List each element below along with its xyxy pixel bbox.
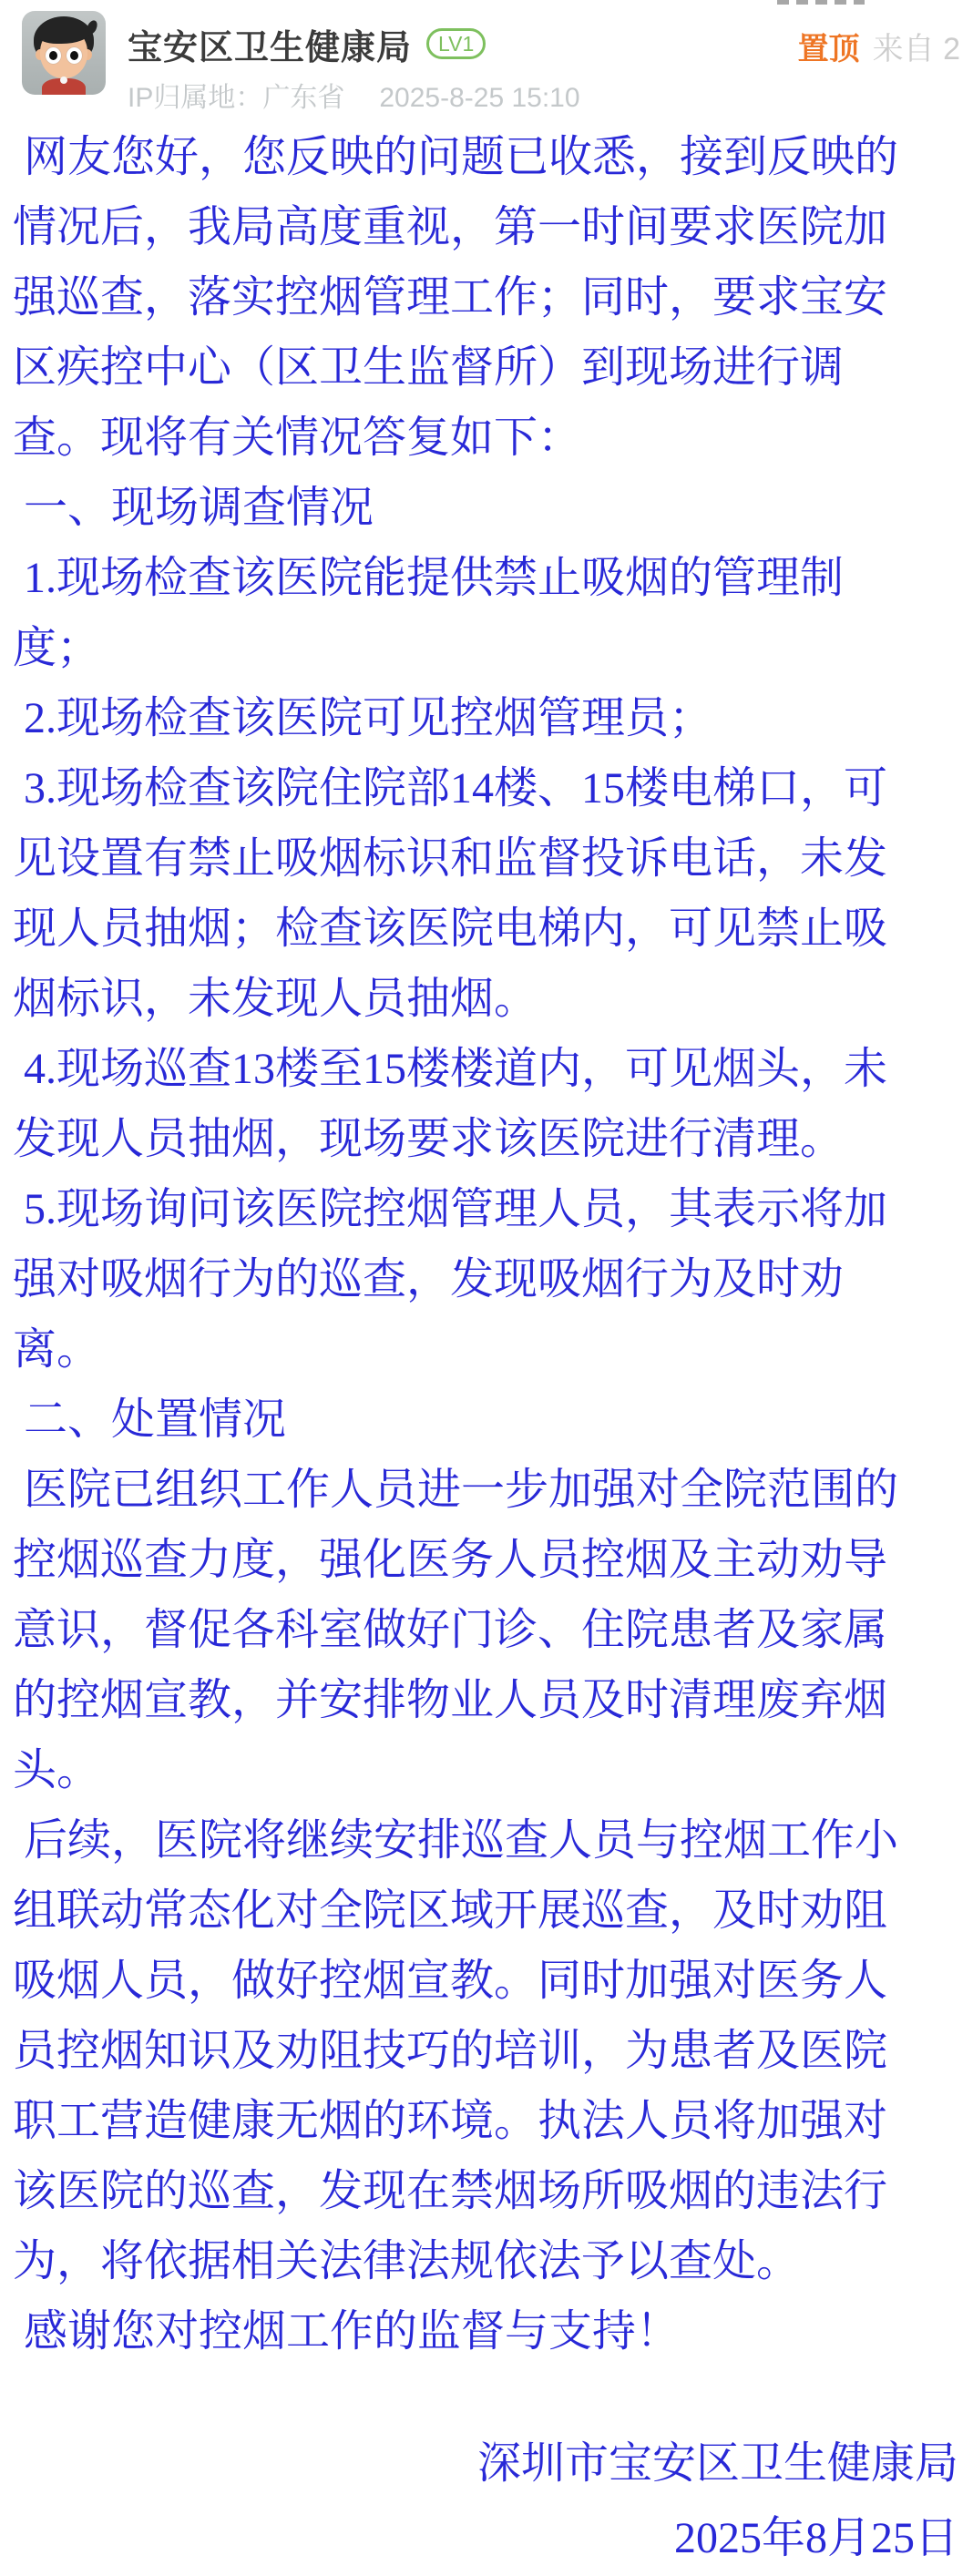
post-meta-row [128,75,580,115]
post-timestamp: 2025-8-25 15:10 [379,83,580,113]
post-text-line: 发现人员抽烟，现场要求该医院进行清理。 [13,1115,845,1163]
avatar-eye [46,47,61,64]
post-text-line: 查。现将有关情况答复如下： [13,414,582,462]
post-text-line: 情况后，我局高度重视，第一时间要求医院加 [13,203,888,251]
post-text-line: 职工营造健康无烟的环境。执法人员将加强对 [13,2097,888,2145]
post-text-line: 4.现场巡查13楼至15楼楼道内，可见烟头，未 [13,1045,888,1093]
header-right [798,24,960,68]
post-text-line: 见设置有禁止吸烟标识和监督投诉电话，未发 [13,834,888,883]
post-signature-block [0,2427,973,2576]
post-text-line: 一、现场调查情况 [13,484,374,532]
post-text-line: 现人员抽烟；检查该医院电梯内，可见禁止吸 [13,905,888,953]
clipped-text-fragment [777,0,865,5]
post-header [0,0,973,113]
post-text-line: 控烟巡查力度，强化医务人员控烟及主动劝导 [13,1536,888,1584]
post-text-line: 的控烟宣教，并安排物业人员及时清理废弃烟 [13,1676,888,1724]
post-text-line: 为，将依据相关法律法规依法予以查处。 [13,2237,801,2285]
avatar-eye [67,47,82,64]
post-body [0,122,973,2366]
post-text-line: 区疾控中心（区卫生监督所）到现场进行调 [13,343,845,392]
pinned-badge: 置顶 [797,32,860,66]
post-text-line: 强对吸烟行为的巡查，发现吸烟行为及时劝 [13,1255,845,1303]
post-text-line: 组联动常态化对全院区域开展巡查，及时劝阻 [13,1886,888,1935]
ip-location-label: IP归属地：广东省 [128,83,345,113]
post-text-line: 3.现场检查该院住院部14楼、15楼电梯口，可 [13,764,888,813]
post-text-line: 离。 [13,1325,101,1374]
post-text-line: 该医院的巡查，发现在禁烟场所吸烟的违法行 [13,2167,888,2215]
post-text-line: 吸烟人员，做好控烟宣教。同时加强对医务人 [13,1957,888,2005]
post-text-line: 烟标识，未发现人员抽烟。 [13,975,538,1023]
signature-org: 深圳市宝安区卫生健康局 [476,2439,958,2488]
post-text-line: 2.现场检查该医院可见控烟管理员； [13,694,713,742]
post-text-line: 强巡查，落实控烟管理工作；同时，要求宝安 [13,273,888,322]
post-text-line: 二、处置情况 [13,1395,287,1444]
post-text-line: 网友您好，您反映的问题已收悉，接到反映的 [13,133,899,181]
header-main [128,11,580,115]
avatar-collar [60,77,67,84]
post-text-line: 度； [13,624,101,672]
avatar[interactable] [22,11,106,95]
post-text-line: 后续，医院将继续安排巡查人员与控烟工作小 [13,1816,899,1865]
from-device-link[interactable]: 来自 2 [872,32,960,66]
post-text-line: 医院已组织工作人员进一步加强对全院范围的 [13,1466,899,1514]
post-text-line: 意识，督促各科室做好门诊、住院患者及家属 [13,1606,888,1654]
post-text-line: 感谢您对控烟工作的监督与支持！ [13,2307,681,2356]
post-text-line: 1.现场检查该医院能提供禁止吸烟的管理制 [13,554,845,602]
post-text-line: 5.现场询问该医院控烟管理人员，其表示将加 [13,1185,888,1233]
signature-date: 2025年8月25日 [673,2514,958,2562]
username[interactable]: 宝安区卫生健康局 [128,28,413,67]
post-text-line: 员控烟知识及劝阻技巧的培训，为患者及医院 [13,2027,888,2075]
level-badge: LV1 [426,28,486,59]
post-text-line: 头。 [13,1746,101,1794]
